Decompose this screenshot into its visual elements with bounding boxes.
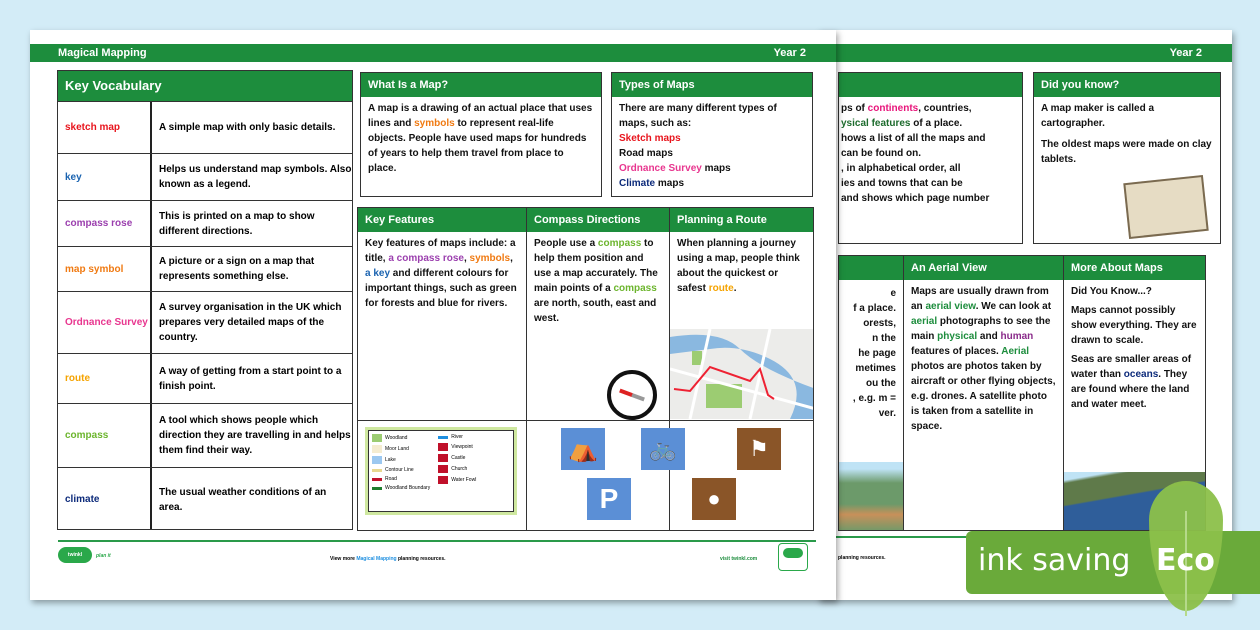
year-label: Year 2 [773, 47, 806, 59]
footer-pre: View more [330, 556, 357, 562]
legend-label: River [451, 434, 463, 440]
partial-text [839, 282, 903, 425]
did-you-know-box [1033, 72, 1221, 244]
eco-label: Eco [1156, 543, 1215, 578]
legend-swatch [438, 436, 448, 439]
ink-saving-label: ink saving [978, 543, 1131, 578]
vocab-definition [150, 292, 352, 353]
document-title: Magical Mapping [58, 47, 147, 59]
vocab-term: compass [65, 430, 109, 441]
map-type-item [619, 146, 805, 161]
ink-saving-eco-badge [966, 531, 1260, 594]
box-heading: Compass Directions [527, 208, 669, 232]
vocab-row [58, 246, 352, 291]
text-line [841, 176, 1015, 191]
text-segment: to help them position and use a map accurately. The main points of a [534, 238, 658, 294]
route-map-image [670, 329, 814, 419]
definition-text: The usual weather conditions of an area. [159, 486, 327, 513]
text-segment: . We can look at [975, 301, 1052, 312]
legend-label: Woodland Boundary [385, 485, 431, 491]
church-symbol-icon: ● [692, 478, 736, 520]
twinkl-badge-logo [778, 543, 808, 571]
map-type-item [619, 176, 805, 191]
highlighted-word: a key [365, 268, 391, 279]
vocab-term: sketch map [65, 122, 121, 133]
text-segment: to represent real-life objects. People have used maps for hundreds of years to help them travel from place to place. [368, 118, 587, 174]
text-segment: features of places. [911, 346, 1002, 357]
vocab-row [58, 101, 352, 153]
text-segment: photos are photos taken by aircraft or other flying objects, e.g. drones. A satellite photo is taken from a satellite in space. [911, 361, 1056, 432]
text-segment: and shows which page number [841, 193, 990, 204]
magical-mapping-link[interactable]: Magical Mapping [356, 556, 397, 562]
types-intro: There are many different types of maps, such as: [619, 103, 777, 129]
vocab-row [58, 403, 352, 467]
vocab-definition [150, 154, 352, 200]
highlighted-word: Sketch maps [619, 133, 681, 144]
highlighted-word: compass [597, 238, 642, 249]
text-segment: Road maps [619, 148, 673, 159]
legend-entry [438, 465, 476, 473]
legend-entry [372, 445, 430, 453]
definition-text: This is printed on a map to show different directions. [159, 210, 315, 237]
text-line: ver. [878, 408, 896, 419]
footer-resources-text [330, 556, 446, 562]
legend-entry [372, 434, 430, 442]
vocab-definition [150, 404, 352, 467]
highlighted-word: human [1000, 331, 1034, 342]
text-line [841, 161, 1015, 176]
year-label: Year 2 [1169, 47, 1202, 59]
box-text [527, 232, 669, 330]
highlighted-word: Ordnance Survey [619, 163, 702, 174]
legend-swatch [372, 478, 382, 481]
text-segment: . They are found where the land and water meet. [1071, 369, 1190, 410]
box-text [612, 97, 812, 195]
vocab-row [58, 291, 352, 353]
text-line [841, 131, 1015, 146]
highlighted-word: compass [613, 283, 657, 294]
legend-label: Water Fowl [451, 477, 477, 483]
more-text: Maps cannot possibly show everything. They are drawn to scale. [1071, 305, 1197, 346]
box-heading [839, 73, 1022, 97]
vocab-term: route [65, 373, 90, 384]
legend-label: Woodland [385, 435, 408, 441]
vocab-definition [150, 354, 352, 403]
text-line: e [890, 288, 896, 299]
header-bar [818, 44, 1232, 62]
vocab-row [58, 153, 352, 200]
legend-swatch [372, 434, 382, 442]
twinkl-logo [58, 547, 92, 563]
highlighted-word: Climate [619, 178, 656, 189]
text-segment: , [510, 253, 513, 264]
key-vocabulary-box [57, 70, 353, 530]
definition-text: A tool which shows people which direction they are travelling in and helps them find their way. [159, 415, 351, 456]
parking-letter: P [599, 483, 619, 514]
legend-entry [372, 467, 430, 473]
parking-symbol-icon [587, 478, 631, 520]
highlighted-word: aerial view [925, 301, 976, 312]
front-page [30, 30, 836, 600]
more-text: Did You Know...? [1071, 286, 1152, 297]
viewpoint-flag-symbol-icon: ⚑ [737, 428, 781, 470]
text-segment: can be found on. [841, 148, 921, 159]
legend-entry [438, 443, 476, 451]
map-type-item [619, 131, 805, 146]
box-text [839, 97, 1022, 210]
vocab-term: compass rose [65, 218, 133, 229]
text-line [841, 146, 1015, 161]
definition-text: A way of getting from a start point to a finish point. [159, 365, 342, 392]
vocab-term: Ordnance Survey [65, 317, 148, 328]
legend-swatch [438, 476, 448, 484]
text-segment: People use a [534, 238, 598, 249]
vocab-row [58, 467, 352, 530]
text-segment: hows a list of all the maps and [841, 133, 986, 144]
highlighted-word: a compass rose [388, 253, 464, 264]
vocab-term: climate [65, 494, 100, 505]
text-line [841, 101, 1015, 116]
compass-icon [607, 370, 657, 420]
legend-entry [438, 434, 476, 440]
text-segment: , [463, 253, 470, 264]
legend-label: Church [451, 466, 468, 472]
aerial-text [904, 280, 1063, 438]
definition-text: Helps us understand map symbols. Also known as a legend. [159, 164, 352, 190]
plan-it-text: plan it [96, 553, 111, 559]
text-segment: are north, south, east and west. [534, 298, 657, 324]
vocab-definition [150, 201, 352, 246]
more-text [1071, 352, 1200, 412]
cycle-route-symbol-icon: 🚲 [641, 428, 685, 470]
highlighted-word: physical [937, 331, 978, 342]
box-heading: More About Maps [1064, 256, 1206, 280]
highlighted-word: Aerial [1001, 346, 1030, 357]
text-line: n the [872, 333, 896, 344]
legend-label: Viewpoint [451, 444, 473, 450]
box-heading: Types of Maps [612, 73, 812, 97]
vocab-definition [150, 247, 352, 291]
box-text [358, 232, 526, 315]
legend-label: Road [385, 476, 397, 482]
legend-label: Castle [451, 455, 466, 461]
back-row-box [838, 255, 1206, 531]
text-segment: Seas are smaller areas of water than [1071, 354, 1192, 380]
text-segment: Maps are usually drawn from an [911, 286, 1049, 312]
legend-swatch [372, 469, 382, 472]
highlighted-word: aerial [911, 316, 938, 327]
text-line: orests, [863, 318, 896, 329]
text-segment: , in alphabetical order, all [841, 163, 961, 174]
legend-swatch [438, 465, 448, 473]
header-bar [30, 44, 836, 62]
text-segment: Key features of maps include: a title, [365, 238, 516, 264]
text-segment: maps [701, 163, 731, 174]
legend-swatch [372, 487, 382, 490]
box-text [670, 232, 814, 300]
highlighted-word: symbols [414, 118, 455, 129]
campsite-symbol-icon: ⛺ [561, 428, 605, 470]
vocab-term: map symbol [65, 263, 124, 275]
legend-swatch [438, 454, 448, 462]
text-segment: and [977, 331, 1001, 342]
legend-entry [372, 476, 430, 482]
definition-text: A simple map with only basic details. [159, 122, 336, 133]
footer-post: planning resources. [396, 556, 446, 562]
box-text [361, 97, 601, 180]
text-segment: ps of [841, 103, 868, 114]
legend-label: Contour Line [385, 467, 414, 473]
text-segment: . [733, 283, 737, 294]
text-line: , e.g. m = [852, 393, 896, 404]
highlighted-word: symbols [469, 253, 511, 264]
legend-entry [438, 476, 476, 484]
legend-label: Moor Land [385, 446, 409, 452]
text-line: metimes [855, 363, 896, 374]
text-line [841, 116, 1015, 131]
text-segment: , countries, [918, 103, 972, 114]
text-segment: A map is a drawing of an actual place that uses lines and [368, 103, 593, 129]
text-line: ou the [866, 378, 896, 389]
map-type-item [619, 161, 805, 176]
landscape-image [839, 462, 903, 531]
text-line [841, 191, 1015, 206]
footer-line [58, 540, 816, 542]
highlighted-word: route [708, 283, 734, 294]
text-line: he page [858, 348, 896, 359]
text-segment: and different colours for important things, such as green for forests and blue for rivers. [365, 268, 517, 309]
legend-label: Lake [385, 457, 396, 463]
logo-text: twinkl [67, 552, 83, 558]
text-segment: of a place. [910, 118, 963, 129]
footer-text: planning resources. [838, 555, 886, 561]
types-of-maps-box [611, 72, 813, 197]
box-heading: What Is a Map? [361, 73, 601, 97]
vocab-definition [150, 102, 352, 153]
text-line: f a place. [853, 303, 896, 314]
legend-swatch [372, 445, 382, 453]
legend-entry [438, 454, 476, 462]
what-is-a-map-box [360, 72, 602, 197]
box-heading: Did you know? [1034, 73, 1220, 97]
features-row-box [357, 207, 814, 531]
text-segment: maps [655, 178, 685, 189]
text-segment: ies and towns that can be [841, 178, 963, 189]
fact-text: The oldest maps were made on clay tablets. [1041, 139, 1212, 165]
box-heading: An Aerial View [904, 256, 1063, 280]
highlighted-word: oceans [1123, 369, 1159, 380]
text-segment: photographs to see the main [911, 316, 1051, 342]
box-heading: Planning a Route [670, 208, 814, 232]
definition-text: A picture or a sign on a map that represents something else. [159, 256, 315, 282]
highlighted-word: continents [867, 103, 919, 114]
definition-text: A survey organisation in the UK which prepares very detailed maps of the country. [159, 302, 342, 343]
legend-entry [372, 485, 430, 491]
legend-entry [372, 456, 430, 464]
legend-swatch [372, 456, 382, 464]
text-segment: When planning a journey using a map, people think about the quickest or safest [677, 238, 800, 294]
clay-tablet-image [1123, 175, 1208, 239]
legend-swatch [438, 443, 448, 451]
highlighted-word: ysical features [841, 118, 911, 129]
fact-text: A map maker is called a cartographer. [1041, 103, 1155, 129]
map-key-legend [368, 430, 514, 512]
vocab-term: key [65, 171, 82, 183]
map-types-box-partial [838, 72, 1023, 244]
vocab-definition [150, 468, 352, 530]
box-heading: Key Features [358, 208, 526, 232]
vocab-row [58, 200, 352, 246]
visit-twinkl-link[interactable]: visit twinkl.com [720, 556, 758, 562]
box-heading: Key Vocabulary [58, 71, 352, 101]
vocab-row [58, 353, 352, 403]
